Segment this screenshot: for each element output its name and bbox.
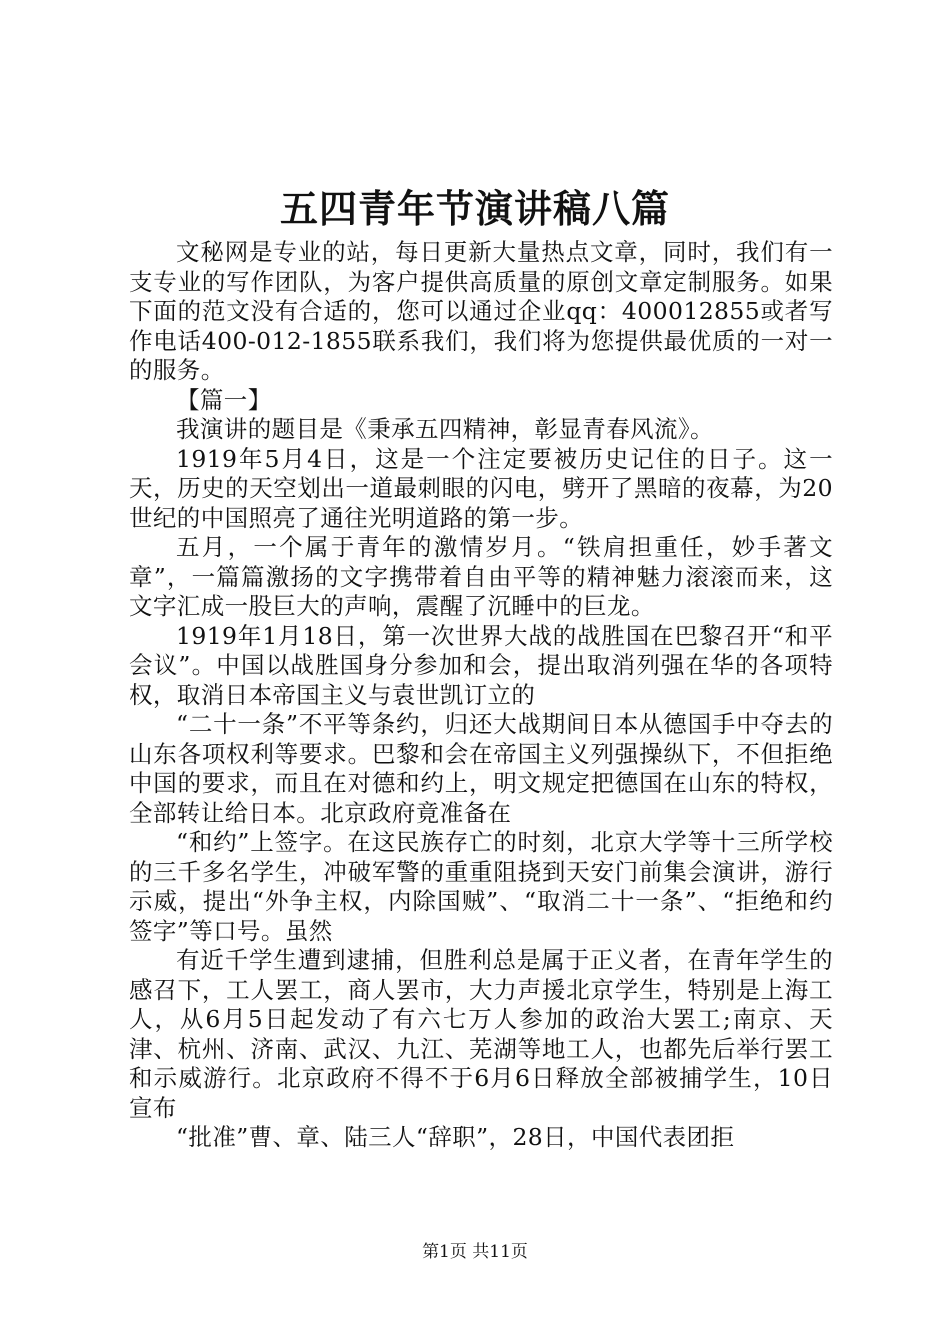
- body-paragraph: 1919年1月18日，第一次世界大战的战胜国在巴黎召开“和平会议”。中国以战胜国身分参加和会，提出取消列强在华的各项特权，取消日本帝国主义与袁世凯订立的: [129, 621, 833, 709]
- body-paragraph: “和约”上签字。在这民族存亡的时刻，北京大学等十三所学校的三千多名学生，冲破军警的重重阻挠到天安门前集会演讲，游行示威，提出“外争主权，内除国贼”、“取消二十一条”、“拒绝和约签字”等口号。虽然: [129, 828, 833, 945]
- body-paragraph: 1919年5月4日，这是一个注定要被历史记住的日子。这一天，历史的天空划出一道最刺眼的闪电，劈开了黑暗的夜幕，为20世纪的中国照亮了通往光明道路的第一步。: [129, 444, 833, 532]
- page-footer: 第1页 共11页: [422, 1242, 528, 1262]
- body-paragraph: 有近千学生遭到逮捕，但胜利总是属于正义者，在青年学生的感召下，工人罢工，商人罢市，大力声援北京学生，特别是上海工人，从6月5日起发动了有六七万人参加的政治大罢工;南京、天津、杭州、济南、武汉、九江、芜湖等地工人，也都先后举行罢工和示威游行。北京政府不得不于6月6日释放全部被捕学生，10日宣布: [129, 946, 833, 1122]
- document-body: [129, 238, 833, 1153]
- document-title: 五四青年节演讲稿八篇: [279, 186, 670, 231]
- body-paragraph: “批准”曹、章、陆三人“辞职”，28日，中国代表团拒: [176, 1123, 735, 1151]
- intro-paragraph: 文秘网是专业的站，每日更新大量热点文章，同时，我们有一支专业的写作团队，为客户提供高质量的原创文章定制服务。如果下面的范文没有合适的，您可以通过企业qq：400012855或者写作电话400-012-1855联系我们，我们将为您提供最优质的一对一的服务。: [129, 238, 833, 384]
- body-paragraph: 我演讲的题目是《秉承五四精神，彰显青春风流》。: [176, 415, 714, 443]
- section-heading: 【篇一】: [176, 385, 272, 414]
- body-paragraph: “二十一条”不平等条约，归还大战期间日本从德国手中夺去的山东各项权利等要求。巴黎和会在帝国主义列强操纵下，不但拒绝中国的要求，而且在对德和约上，明文规定把德国在山东的特权，全部转让给日本。北京政府竟准备在: [129, 710, 833, 827]
- body-paragraph: 五月，一个属于青年的激情岁月。“铁肩担重任，妙手著文章”，一篇篇激扬的文字携带着自由平等的精神魅力滚滚而来，这文字汇成一股巨大的声响，震醒了沉睡中的巨龙。: [129, 533, 833, 620]
